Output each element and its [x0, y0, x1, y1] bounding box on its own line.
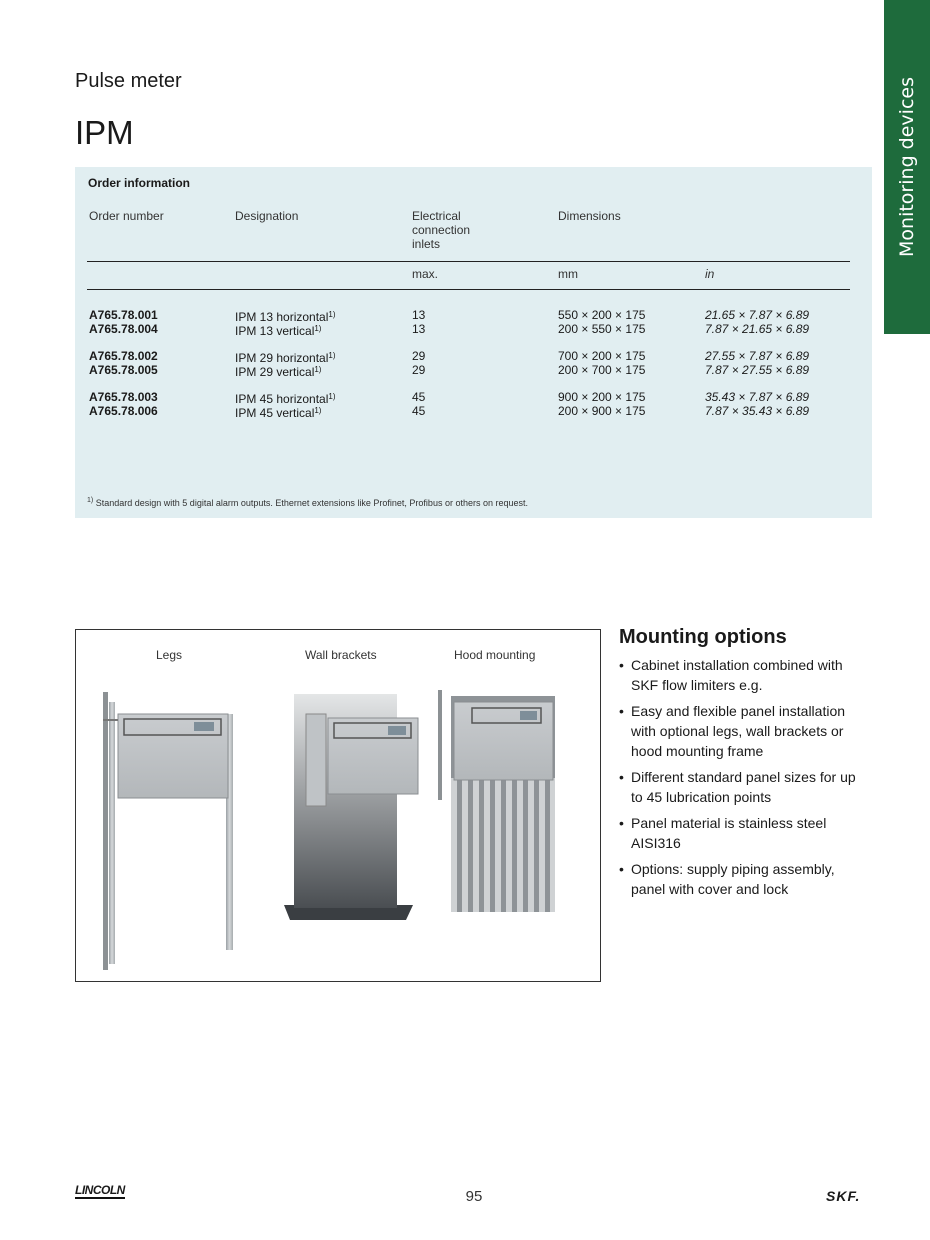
page-title: IPM	[75, 114, 134, 151]
list-item: • Easy and flexible panel installation with optional legs, wall brackets or hood mounting frame	[619, 701, 869, 761]
table-row	[75, 404, 872, 418]
order-number: A765.78.005	[89, 363, 158, 377]
order-number: A765.78.002	[89, 349, 158, 363]
table-row	[75, 308, 872, 322]
order-number: A765.78.006	[89, 404, 158, 418]
units-rule	[87, 289, 850, 290]
dimensions-inch: 35.43 × 7.87 × 6.89	[705, 390, 810, 404]
footnote-ref: 1)	[328, 392, 336, 401]
designation-text: IPM 45 vertical	[235, 406, 315, 420]
footnote-text: Standard design with 5 digital alarm outputs. Ethernet extensions like Profinet, Profibus or others on request.	[95, 498, 528, 508]
lincoln-logo: LINCOLN	[75, 1183, 125, 1197]
col-head-order-number: Order number	[89, 209, 164, 223]
hood-rib	[550, 778, 555, 912]
col-head-connection-line: connection	[412, 223, 471, 237]
designation-text: IPM 45 horizontal	[235, 392, 329, 406]
legs-leg-left	[109, 702, 115, 964]
wall-display-screen	[388, 726, 406, 735]
col-head-connection-line: inlets	[412, 237, 441, 251]
unit-inch: in	[705, 267, 715, 281]
connection-inlets: 45	[412, 404, 426, 418]
dimensions-inch: 21.65 × 7.87 × 6.89	[705, 308, 810, 322]
wall-bracket	[306, 714, 326, 806]
figure-label-wall-brackets: Wall brackets	[305, 648, 377, 662]
footnote-ref: 1)	[314, 406, 322, 415]
dimensions-inch: 27.55 × 7.87 × 6.89	[705, 349, 810, 363]
dimensions-mm: 900 × 200 × 175	[558, 390, 646, 404]
legs-post-left	[103, 692, 108, 970]
list-item: • Different standard panel sizes for up to 45 lubrication points	[619, 767, 869, 807]
list-item: • Panel material is stainless steel AISI316	[619, 813, 869, 853]
product-category: Pulse meter	[75, 70, 182, 92]
footnote-ref: 1)	[328, 310, 336, 319]
table-footnote	[87, 497, 528, 508]
hood-rib	[517, 778, 523, 912]
unit-mm: mm	[558, 267, 578, 281]
footnote-ref: 1)	[314, 365, 322, 374]
figure-label-hood-mounting: Hood mounting	[454, 648, 536, 662]
hood-display-screen	[520, 711, 537, 720]
dimensions-inch: 7.87 × 21.65 × 6.89	[705, 322, 810, 336]
section-tab-label: Monitoring devices	[896, 77, 919, 257]
legs-mount-illustration	[103, 692, 233, 970]
designation-text: IPM 13 horizontal	[235, 310, 329, 324]
hood-rib	[451, 778, 457, 912]
order-number: A765.78.003	[89, 390, 158, 404]
table-row	[75, 349, 872, 363]
hood-rib	[462, 778, 468, 912]
dimensions-mm: 200 × 900 × 175	[558, 404, 646, 418]
order-table-title: Order information	[88, 176, 191, 190]
mounting-illustrations	[76, 630, 600, 981]
hood-cabinet-panel	[454, 702, 553, 780]
footnote-ref: 1)	[314, 324, 322, 333]
legs-display-screen	[194, 722, 214, 731]
hood-rib	[473, 778, 479, 912]
designation	[235, 363, 321, 379]
table-row	[75, 322, 872, 336]
dimensions-inch: 7.87 × 35.43 × 6.89	[705, 404, 810, 418]
hood-rib	[528, 778, 534, 912]
hood-rib	[539, 778, 545, 912]
list-item: • Cabinet installation combined with SKF flow limiters e.g.	[619, 655, 869, 695]
dimensions-mm: 200 × 550 × 175	[558, 322, 646, 336]
unit-connection: max.	[412, 267, 439, 281]
col-head-dimensions: Dimensions	[558, 209, 621, 223]
dimensions-mm: 200 × 700 × 175	[558, 363, 646, 377]
designation	[235, 322, 321, 338]
designation	[235, 404, 321, 420]
col-head-connection	[412, 209, 470, 251]
hood-rib	[484, 778, 490, 912]
section-tab	[884, 0, 930, 334]
list-item: • Options: supply piping assembly, panel with cover and lock	[619, 859, 869, 899]
footnote-mark: 1)	[87, 497, 94, 504]
mounting-options-list	[619, 655, 869, 905]
hood-pipe	[438, 690, 442, 800]
designation-text: IPM 13 vertical	[235, 324, 315, 338]
figure-label-legs: Legs	[156, 648, 183, 662]
hood-mount-illustration	[438, 690, 555, 912]
footnote-ref: 1)	[328, 351, 336, 360]
mounting-options-figure	[75, 629, 601, 982]
table-row	[75, 363, 872, 377]
order-information-table	[75, 167, 872, 518]
designation-text: IPM 29 horizontal	[235, 351, 329, 365]
designation-text: IPM 29 vertical	[235, 365, 315, 379]
table-row	[75, 390, 872, 404]
col-head-designation: Designation	[235, 209, 299, 223]
page-number: 95	[465, 1188, 483, 1205]
col-head-connection-line: Electrical	[412, 209, 461, 223]
connection-inlets: 45	[412, 390, 426, 404]
skf-logo: SKF.	[826, 1188, 861, 1204]
mounting-options-heading: Mounting options	[619, 626, 787, 648]
connection-inlets: 29	[412, 363, 426, 377]
order-number: A765.78.004	[89, 322, 158, 336]
connection-inlets: 13	[412, 308, 426, 322]
connection-inlets: 29	[412, 349, 426, 363]
dimensions-inch: 7.87 × 27.55 × 6.89	[705, 363, 810, 377]
hood-rib	[495, 778, 501, 912]
connection-inlets: 13	[412, 322, 426, 336]
order-number: A765.78.001	[89, 308, 158, 322]
header-rule	[87, 261, 850, 262]
dimensions-mm: 700 × 200 × 175	[558, 349, 646, 363]
hood-rib	[506, 778, 512, 912]
wall-bracket-mount-illustration	[284, 694, 418, 920]
dimensions-mm: 550 × 200 × 175	[558, 308, 646, 322]
